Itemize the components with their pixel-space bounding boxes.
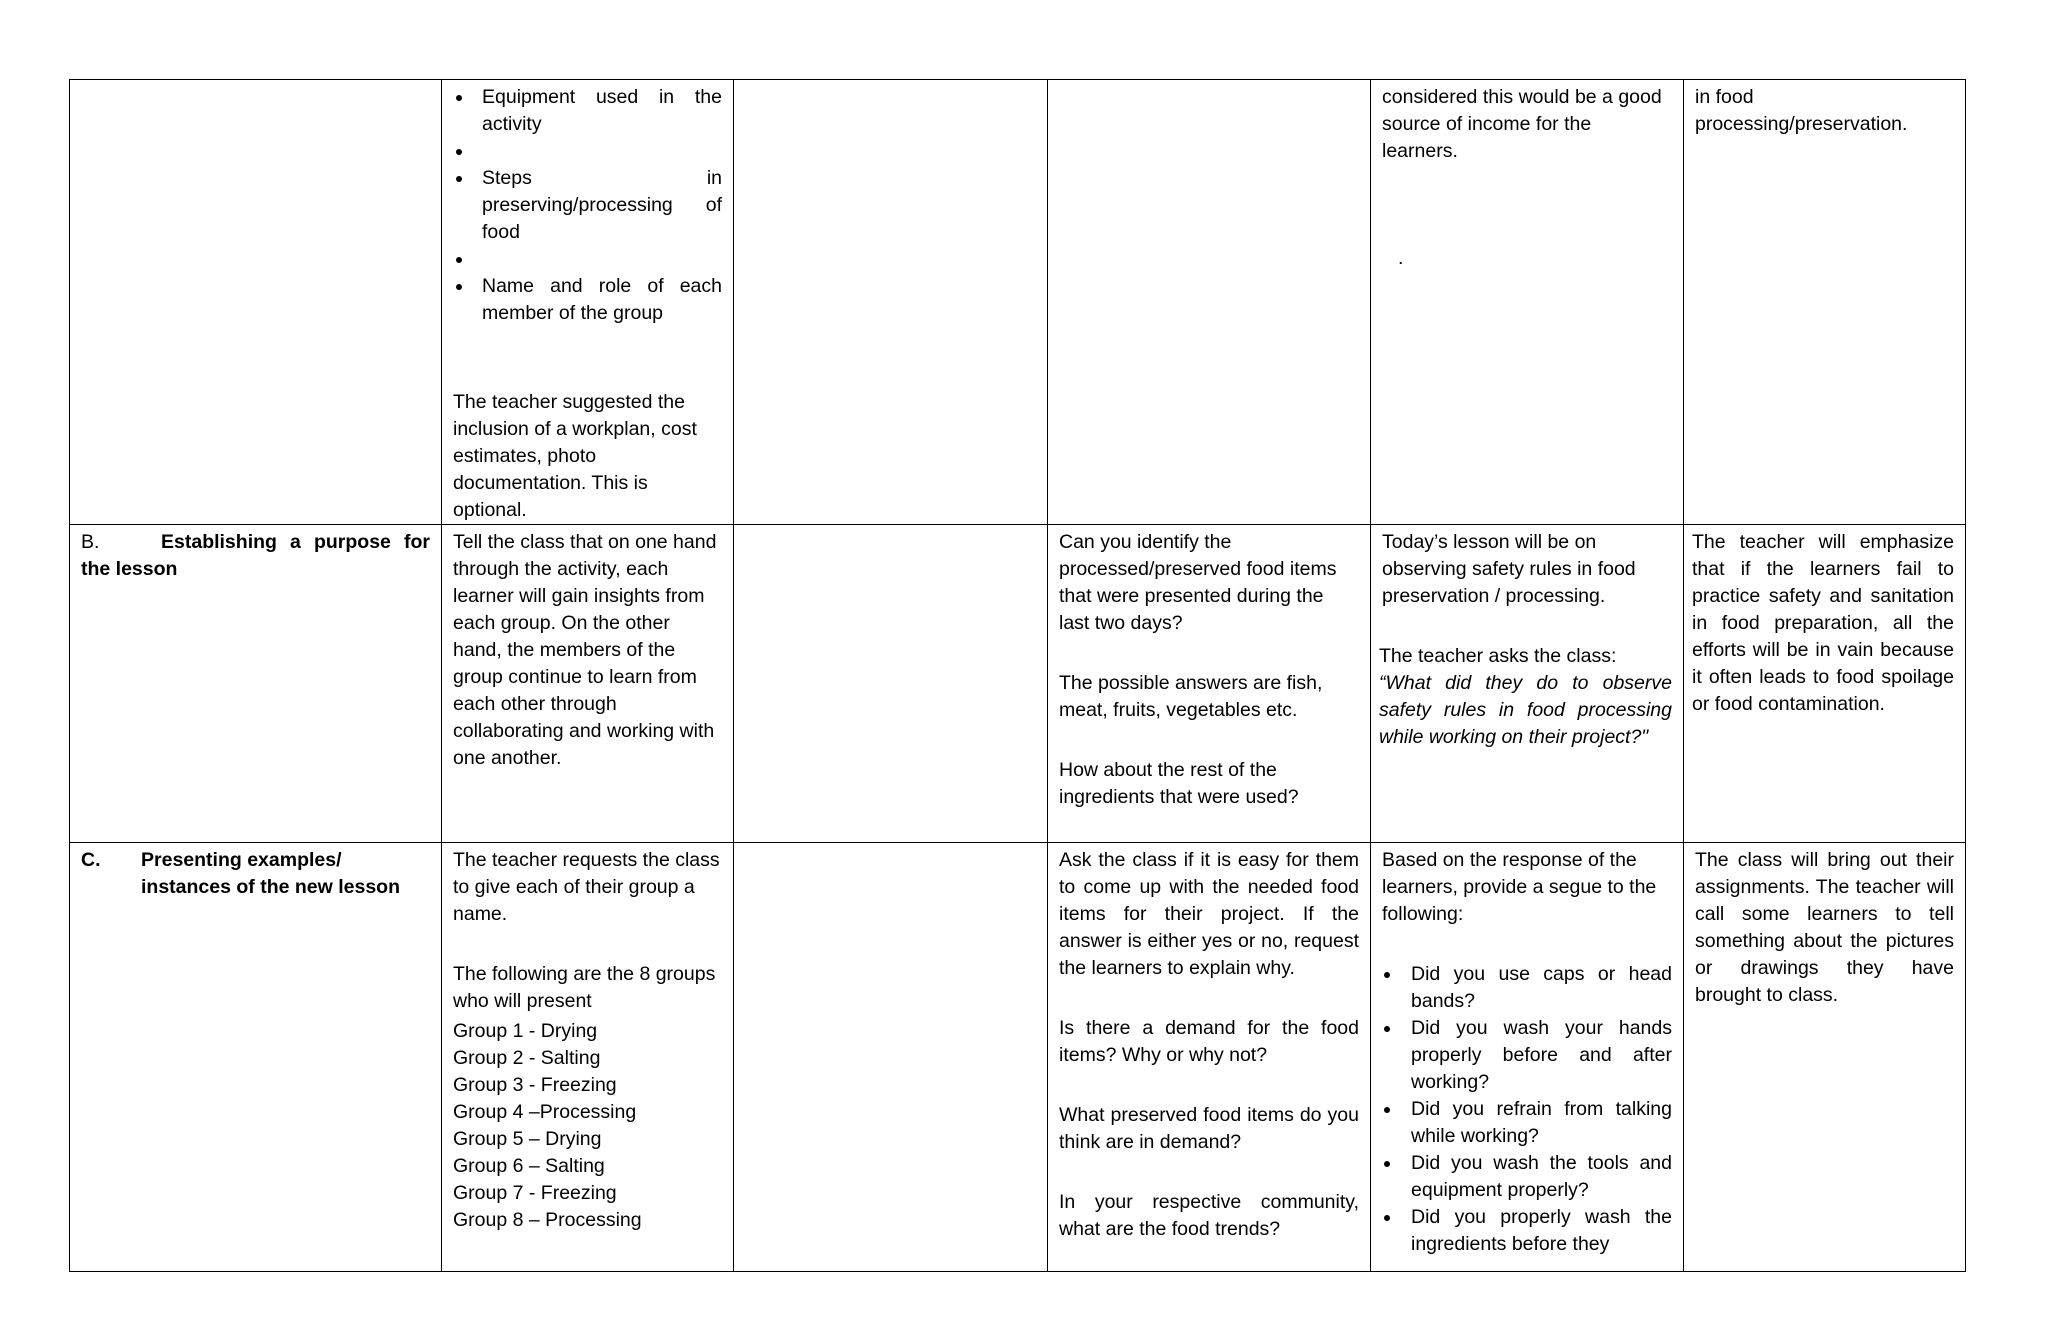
list-item: Steps in preserving/processing of food — [482, 165, 722, 246]
cell-text: Is there a demand for the food items? Why or why not? — [1059, 1017, 1359, 1066]
spacer — [453, 928, 722, 961]
list-item: Equipment used in the activity — [482, 84, 722, 138]
cell-question: “What did they do to observe safety rules in food processing while working on their project?" — [1379, 672, 1672, 748]
cell-text: considered this would be a good source of income for the learners. — [1382, 86, 1662, 162]
list-item: Group 3 - Freezing — [453, 1074, 617, 1096]
teacher-note: The teacher suggested the inclusion of a workplan, cost estimates, photo documentation. This is optional. — [453, 391, 697, 521]
list-item: Did you refrain from talking while working? — [1411, 1096, 1672, 1150]
cell-text: The class will bring out their assignments. The teacher will call some learners to tell something about the pictures or drawings they have brought to class. — [1695, 849, 1954, 1006]
list-item: Group 7 - Freezing — [453, 1182, 617, 1204]
spacer — [1059, 982, 1359, 1015]
lesson-plan-table — [69, 79, 1966, 1272]
cell-col3 — [734, 525, 1048, 843]
row-label-cell — [70, 843, 442, 1272]
cell-col6 — [1684, 843, 1966, 1272]
cell-col4 — [1048, 843, 1371, 1272]
cell-col4 — [1048, 525, 1371, 843]
list-item: Did you wash your hands properly before and after working? — [1411, 1015, 1672, 1096]
row-label-cell — [70, 80, 442, 525]
cell-text: Ask the class if it is easy for them to come up with the needed food items for their project. If the answer is either yes or no, request the learners to explain why. — [1059, 849, 1359, 979]
group-list — [453, 1018, 722, 1234]
cell-col3 — [734, 843, 1048, 1272]
cell-text: The teacher requests the class to give each of their group a name. — [453, 849, 720, 925]
list-item: Did you properly wash the ingredients before they — [1411, 1204, 1672, 1258]
table-row — [70, 843, 1966, 1272]
spacer — [1382, 165, 1672, 245]
cell-col5 — [1371, 843, 1684, 1272]
cell-text: Based on the response of the learners, provide a segue to the following: — [1382, 849, 1657, 925]
cell-text: Can you identify the processed/preserved food items that were presented during the last two days? — [1059, 531, 1337, 634]
spacer — [1059, 637, 1359, 670]
cell-text: In your respective community, what are the food trends? — [1059, 1191, 1359, 1240]
row-title: Establishing a purpose for the lesson — [81, 531, 430, 580]
cell-text: Tell the class that on one hand through the activity, each learner will gain insights from each group. On the other hand, the members of the group continue to learn from each other through collaborating and working with one another. — [453, 531, 717, 769]
cell-col4 — [1048, 80, 1371, 525]
cell-text: Today’s lesson will be on observing safety rules in food preservation / processing. — [1382, 531, 1636, 607]
list-item: Name and role of each member of the group — [482, 273, 722, 327]
cell-col6 — [1684, 525, 1966, 843]
list-item: Group 4 –Processing — [453, 1101, 637, 1123]
bullet-list — [1382, 961, 1672, 1258]
cell-text: How about the rest of the ingredients that were used? — [1059, 759, 1299, 808]
spacer — [1059, 1069, 1359, 1102]
cell-col3 — [734, 80, 1048, 525]
list-item: Did you wash the tools and equipment properly? — [1411, 1150, 1672, 1204]
row-label-cell — [70, 525, 442, 843]
cell-col2 — [442, 843, 734, 1272]
spacer — [482, 138, 722, 165]
list-item: Group 2 - Salting — [453, 1047, 601, 1069]
spacer — [453, 327, 722, 389]
row-label — [81, 847, 430, 901]
row-label — [81, 529, 430, 583]
row-letter: C. — [81, 849, 101, 871]
spacer — [1382, 610, 1672, 643]
cell-text: What preserved food items do you think are in demand? — [1059, 1104, 1359, 1153]
cell-text: The possible answers are fish, meat, fruits, vegetables etc. — [1059, 672, 1323, 721]
row-letter: B. — [81, 531, 100, 553]
spacer — [482, 246, 722, 273]
table-row — [70, 80, 1966, 525]
list-item: Group 1 - Drying — [453, 1020, 598, 1042]
list-item: Group 5 – Drying — [453, 1128, 602, 1150]
list-item: Group 6 – Salting — [453, 1155, 605, 1177]
table-row — [70, 525, 1966, 843]
cell-col2 — [442, 80, 734, 525]
dot-text: . — [1398, 247, 1404, 269]
cell-text: The teacher will emphasize that if the learners fail to practice safety and sanitation in food preparation, all the efforts will be in vain because it often leads to food spoilage or food contamination. — [1692, 531, 1954, 715]
list-item: Did you use caps or head bands? — [1411, 961, 1672, 1015]
cell-text: The teacher asks the class: — [1379, 645, 1617, 667]
list-item: Group 8 – Processing — [453, 1209, 642, 1231]
spacer — [1059, 1156, 1359, 1189]
cell-text: The following are the 8 groups who will present — [453, 963, 716, 1012]
cell-col6 — [1684, 80, 1966, 525]
cell-col2 — [442, 525, 734, 843]
cell-col5 — [1371, 525, 1684, 843]
spacer — [1059, 724, 1359, 757]
cell-col5 — [1371, 80, 1684, 525]
row-title: Presenting examples/ instances of the new lesson — [141, 849, 400, 898]
spacer — [1382, 928, 1672, 961]
cell-text: in food processing/preservation. — [1695, 86, 1908, 135]
bullet-list — [453, 84, 722, 327]
